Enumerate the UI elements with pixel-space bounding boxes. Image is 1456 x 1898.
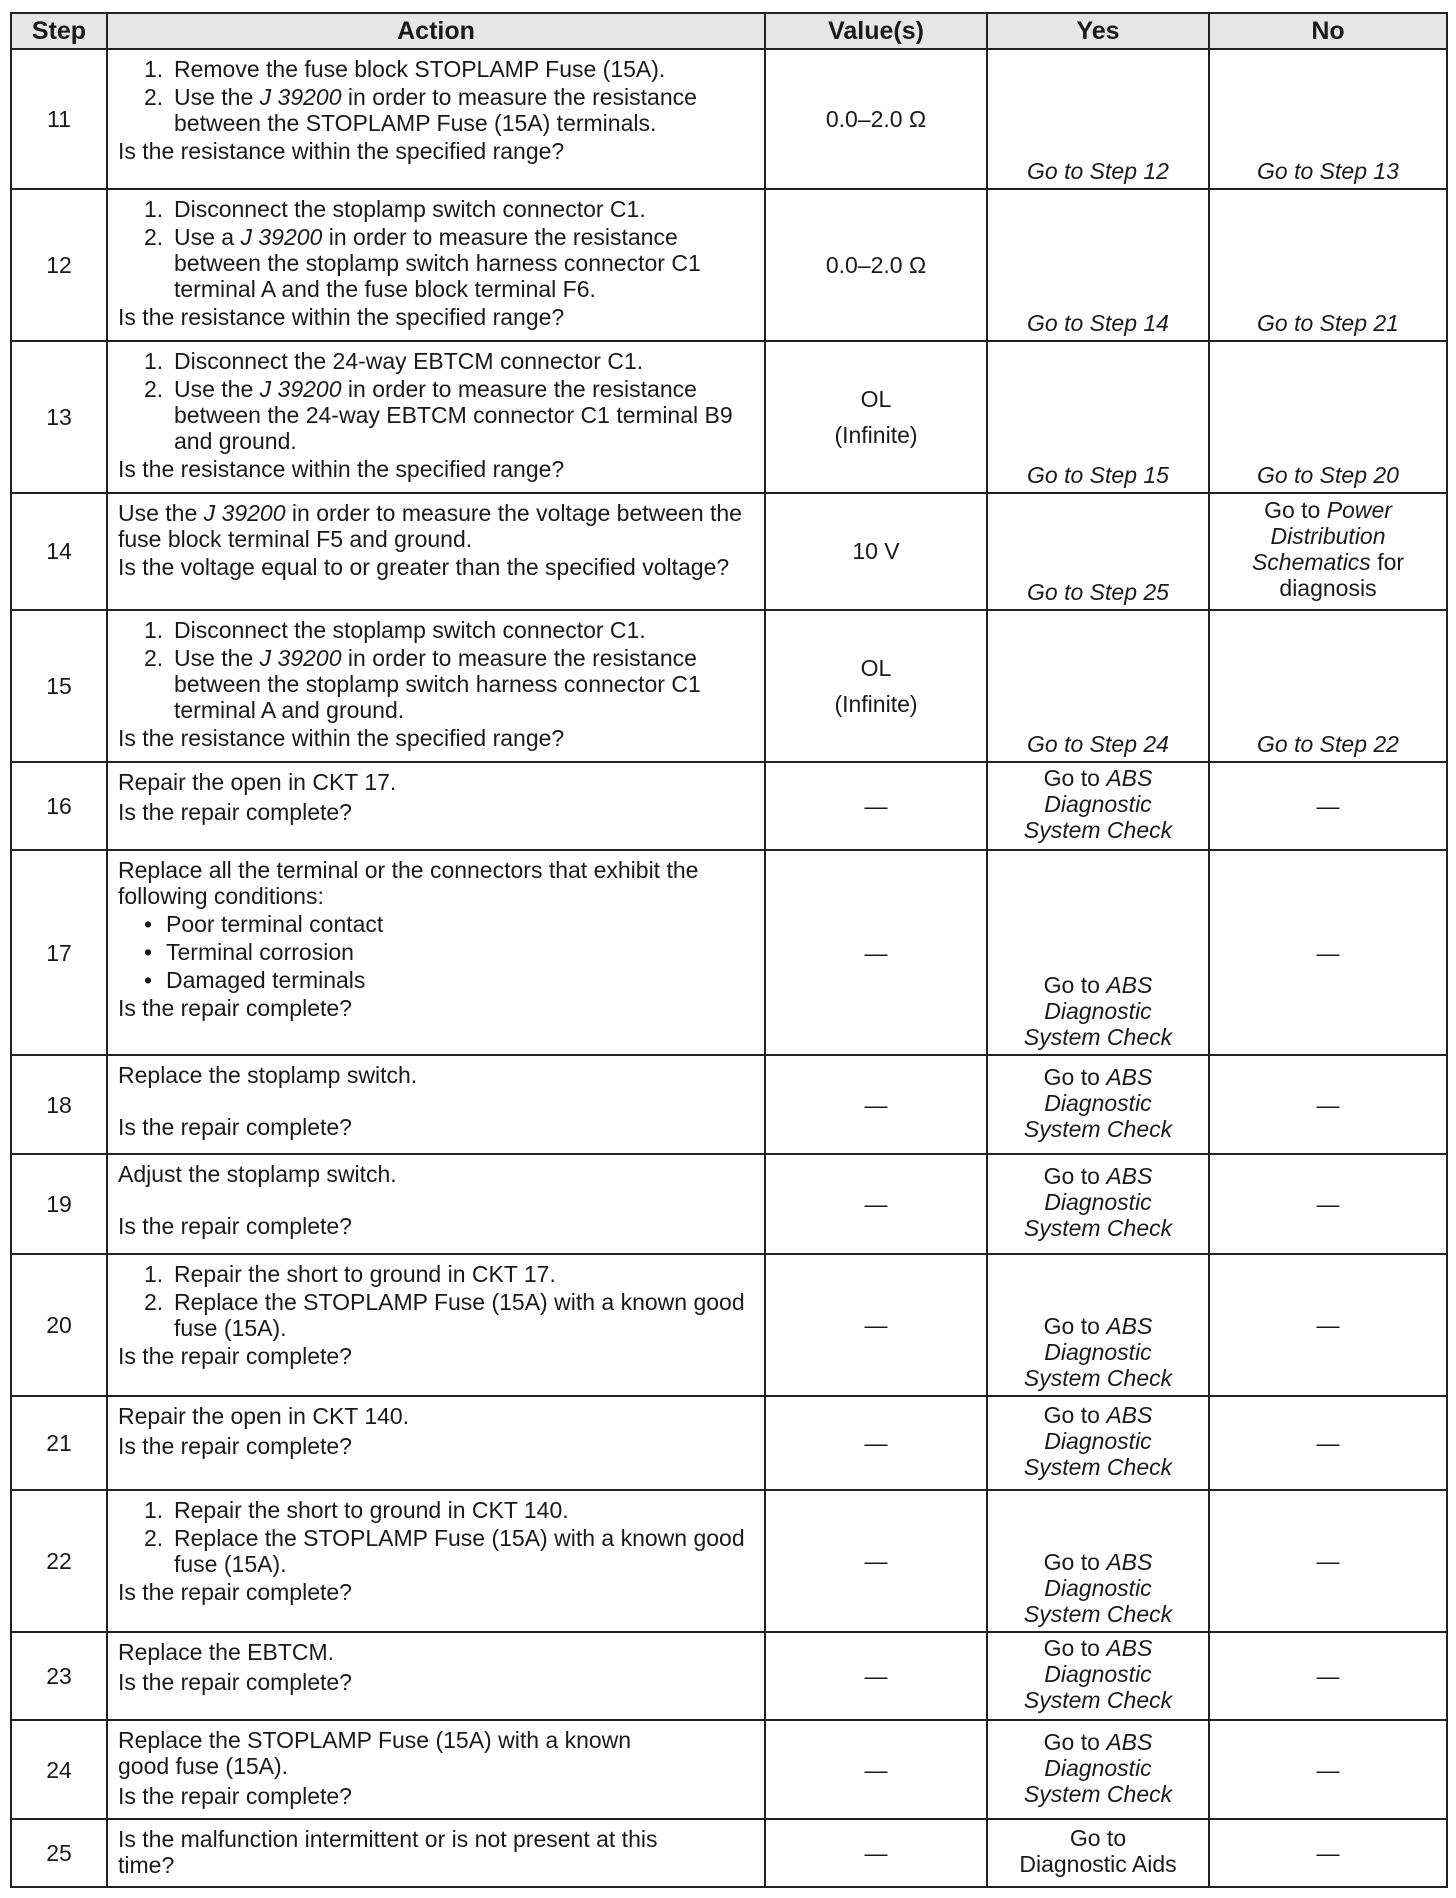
header-values: Value(s): [765, 13, 987, 49]
yes-cell: Go to ABS Diagnostic System Check: [987, 1154, 1209, 1254]
value-cell: —: [765, 1720, 987, 1819]
table-row: [11, 610, 1447, 762]
yes-cell: Go to ABS Diagnostic System Check: [987, 1720, 1209, 1819]
no-cell: —: [1209, 762, 1447, 850]
table-row: [11, 1490, 1447, 1632]
yes-cell: Go to Step 24: [987, 610, 1209, 762]
step-number: 15: [11, 610, 107, 762]
table-row: [11, 1720, 1447, 1819]
action-cell: 1. Remove the fuse block STOPLAMP Fuse (15A). 2. Use the J 39200 in order to measure the resistance between the STOPLAMP Fuse (15A) terminals. Is the resistance within the specified range?: [107, 49, 765, 189]
no-cell: —: [1209, 1055, 1447, 1155]
yes-cell: Go to Step 15: [987, 341, 1209, 493]
question: Is the repair complete?: [118, 1579, 352, 1606]
header-yes: Yes: [987, 13, 1209, 49]
table-row: [11, 189, 1447, 341]
no-cell: Go to Step 22: [1209, 610, 1447, 762]
yes-cell: Go to ABS Diagnostic System Check: [987, 1254, 1209, 1396]
value-cell: —: [765, 1154, 987, 1254]
step-number: 17: [11, 850, 107, 1054]
action-cell: Repair the open in CKT 17. Is the repair complete?: [107, 762, 765, 850]
value-cell: —: [765, 1396, 987, 1491]
table-row: [11, 850, 1447, 1054]
value-cell: —: [765, 1632, 987, 1720]
question: Is the repair complete?: [118, 1343, 352, 1370]
diagnostic-table: [10, 12, 1448, 1888]
question: Is the repair complete?: [118, 1783, 352, 1810]
action-cell: Replace all the terminal or the connectors that exhibit the following conditions: • Poor terminal contact • Terminal corrosion • Damaged terminals Is the repair complete?: [107, 850, 765, 1054]
action-cell: 1. Repair the short to ground in CKT 140. 2. Replace the STOPLAMP Fuse (15A) with a known good fuse (15A). Is the repair complete?: [107, 1490, 765, 1632]
question: Is the voltage equal to or greater than the specified voltage?: [118, 553, 730, 580]
value-cell: OL (Infinite): [765, 341, 987, 493]
question: Is the repair complete?: [118, 1113, 352, 1140]
no-cell: —: [1209, 1819, 1447, 1887]
question: Is the repair complete?: [118, 1213, 352, 1240]
table-row: [11, 762, 1447, 850]
no-cell: Go to Step 13: [1209, 49, 1447, 189]
step-number: 19: [11, 1154, 107, 1254]
no-cell: —: [1209, 1154, 1447, 1254]
value-cell: —: [765, 850, 987, 1054]
question: Is the repair complete?: [118, 1669, 352, 1696]
yes-cell: Go to ABS Diagnostic System Check: [987, 850, 1209, 1054]
yes-cell: Go to ABS Diagnostic System Check: [987, 1632, 1209, 1720]
value-cell: —: [765, 1055, 987, 1155]
table-row: [11, 1396, 1447, 1491]
no-cell: —: [1209, 1254, 1447, 1396]
yes-cell: Go to ABS Diagnostic System Check: [987, 1490, 1209, 1632]
step-number: 21: [11, 1396, 107, 1491]
question: Is the repair complete?: [118, 798, 352, 825]
value-cell: —: [765, 1254, 987, 1396]
action-cell: 1. Repair the short to ground in CKT 17. 2. Replace the STOPLAMP Fuse (15A) with a known good fuse (15A). Is the repair complete?: [107, 1254, 765, 1396]
table-row: [11, 1819, 1447, 1887]
no-cell: —: [1209, 1490, 1447, 1632]
step-number: 13: [11, 341, 107, 493]
step-number: 25: [11, 1819, 107, 1887]
question: Is the resistance within the specified range?: [118, 724, 565, 751]
step-number: 16: [11, 762, 107, 850]
question: Is the repair complete?: [118, 995, 352, 1022]
action-cell: Replace the STOPLAMP Fuse (15A) with a known good fuse (15A). Is the repair complete?: [107, 1720, 765, 1819]
value-cell: —: [765, 1490, 987, 1632]
action-cell: Use the J 39200 in order to measure the voltage between the fuse block terminal F5 and ground. Is the voltage equal to or greater than the specified voltage?: [107, 493, 765, 610]
table-row: [11, 1254, 1447, 1396]
yes-cell: Go to Diagnostic Aids: [987, 1819, 1209, 1887]
action-cell: Replace the stoplamp switch. Is the repair complete?: [107, 1055, 765, 1155]
value-cell: 0.0–2.0 Ω: [765, 49, 987, 189]
question: Is the repair complete?: [118, 1432, 352, 1459]
step-number: 24: [11, 1720, 107, 1819]
question: Is the resistance within the specified range?: [118, 138, 565, 164]
value-cell: —: [765, 762, 987, 850]
step-number: 20: [11, 1254, 107, 1396]
value-cell: OL (Infinite): [765, 610, 987, 762]
yes-cell: Go to ABS Diagnostic System Check: [987, 762, 1209, 850]
action-cell: [107, 1819, 765, 1887]
yes-cell: Go to ABS Diagnostic System Check: [987, 1396, 1209, 1491]
value-cell: 10 V: [765, 493, 987, 610]
value-cell: —: [765, 1819, 987, 1887]
value-cell: 0.0–2.0 Ω: [765, 189, 987, 341]
no-cell: —: [1209, 1632, 1447, 1720]
question: Is the resistance within the specified range?: [118, 303, 565, 330]
step-number: 18: [11, 1055, 107, 1155]
header-action: Action: [107, 13, 765, 49]
step-number: 22: [11, 1490, 107, 1632]
no-cell: Go to Step 20: [1209, 341, 1447, 493]
yes-cell: Go to ABS Diagnostic System Check: [987, 1055, 1209, 1155]
action-cell: Replace the EBTCM. Is the repair complete?: [107, 1632, 765, 1720]
action-cell: 1. Disconnect the stoplamp switch connector C1. 2. Use a J 39200 in order to measure the resistance between the stoplamp switch harness connector C1 terminal A and the fuse block terminal F6. Is the resistance within the specified range?: [107, 189, 765, 341]
header-row: [11, 13, 1447, 49]
action-cell: Adjust the stoplamp switch. Is the repair complete?: [107, 1154, 765, 1254]
question: Is the malfunction intermittent or is not present at this time?: [118, 1826, 658, 1879]
action-cell: Repair the open in CKT 140. Is the repair complete?: [107, 1396, 765, 1491]
table-row: [11, 1055, 1447, 1155]
no-cell: —: [1209, 850, 1447, 1054]
table-row: [11, 493, 1447, 610]
table-row: [11, 1632, 1447, 1720]
no-cell: Go to Step 21: [1209, 189, 1447, 341]
step-number: 23: [11, 1632, 107, 1720]
header-no: No: [1209, 13, 1447, 49]
table-row: [11, 341, 1447, 493]
action-cell: 1. Disconnect the stoplamp switch connector C1. 2. Use the J 39200 in order to measure the resistance between the stoplamp switch harness connector C1 terminal A and ground. Is the resistance within the specified range?: [107, 610, 765, 762]
no-cell: —: [1209, 1720, 1447, 1819]
header-step: Step: [11, 13, 107, 49]
no-cell: Go to Power Distribution Schematics for diagnosis: [1209, 493, 1447, 610]
step-number: 14: [11, 493, 107, 610]
step-number: 12: [11, 189, 107, 341]
step-number: 11: [11, 49, 107, 189]
question: Is the resistance within the specified range?: [118, 455, 565, 482]
action-cell: 1. Disconnect the 24-way EBTCM connector C1. 2. Use the J 39200 in order to measure the resistance between the 24-way EBTCM connector C1 terminal B9 and ground. Is the resistance within the specified range?: [107, 341, 765, 493]
table-row: [11, 1154, 1447, 1254]
table-row: [11, 49, 1447, 189]
no-cell: —: [1209, 1396, 1447, 1491]
yes-cell: Go to Step 14: [987, 189, 1209, 341]
yes-cell: Go to Step 25: [987, 493, 1209, 610]
yes-cell: Go to Step 12: [987, 49, 1209, 189]
